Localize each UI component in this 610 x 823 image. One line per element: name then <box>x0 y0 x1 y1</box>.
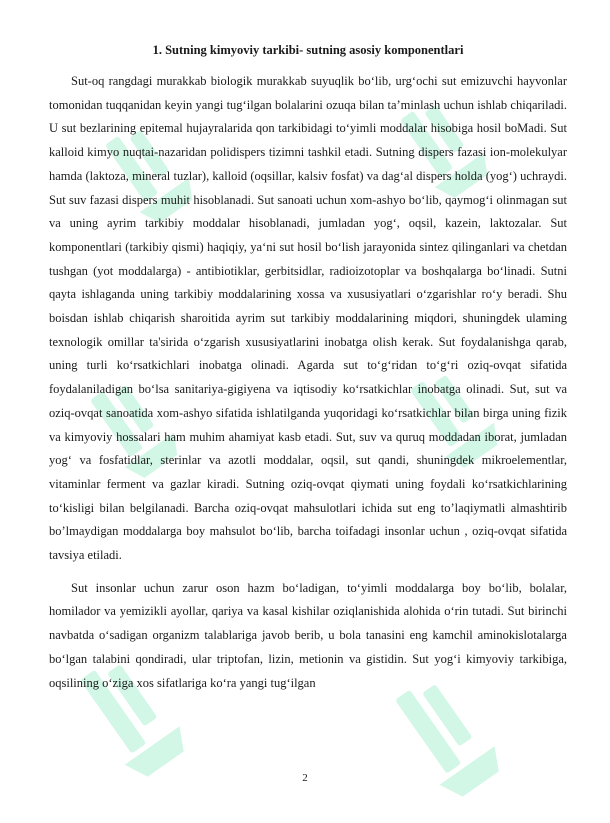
paragraph-2: Sut insonlar uchun zarur oson hazm bo‘ladigan, to‘yimli moddalarga boy bo‘lib, bolalar, homilador va yemizikli ayollar, qariya va kasal kishilar oziqlanishida alohida o‘rin tutadi. Sut birinchi navbatda o‘sadigan organizm talablariga javob berib, u bola tanasini eng kamchil aminokislotalarga bo‘lgan talabini qondiradi, ular triptofan, lizin, metionin va gistidin. Sut yog‘i kimyoviy tarkibiga, oqsilining o‘ziga xos sifatlariga ko‘ra yangi tug‘ilgan <box>49 580 567 690</box>
page-content <box>49 40 567 704</box>
paragraph-1: Sut-oq rangdagi murakkab biologik murakkab suyuqlik bo‘lib, urg‘ochi sut emizuvchi hayvonlar tomonidan tuqqanidan keyin yangi tug‘ilgan bolalarini ozuqa bilan ta’minlash uchun ishlab chiqariladi. U sut bezlarining epitemal hujayralarida qon tarkibidagi to‘yimli moddalar hisobiga hosil boMadi. Sut kalloid kimyo nuqtai-nazaridan polidispers tizimni tashkil etadi. Sutning dispers fazasi ion-molekulyar hamda (laktoza, mineral tuzlar), kalloid (oqsillar, kalsiv fosfat) va dag‘al dispers holda (yog‘) uchraydi. Sut suv fazasi dispers muhit hisoblanadi. Sut sanoati uchun xom-ashyo bo‘lib, qaymog‘i olinmagan sut va uning ayrim tarkibiy moddalar hisoblanadi, jumladan yog‘, oqsil, kazein, laktozalar. Sut komponentlari (tarkibiy qismi) haqiqiy, ya‘ni sut hosil bo‘lish jarayonida sintez qilinganlari va chetdan tushgan (yot moddalarga) - antibiotiklar, gerbitsidlar, radioizotoplar va boshqalarga bo‘linadi. Sutni qayta ishlaganda uning tarkibiy moddalarining xossa va xususiyatlari o‘zgarishlar ro‘y beradi. Shu boisdan ishlab chiqarish sharoitida ayrim sut tarkibiy moddalarining miqdori, shuningdek ulaming texnologik omillar ta'sirida o‘zgarish xususiyatlarini inobatga olish kerak. Sut foydalanishga qarab, uning turli ko‘rsatkichlari inobatga olinadi. Agarda sut to‘g‘ridan to‘g‘ri oziq-ovqat sifatida foydalaniladigan bo‘lsa sanitariya-gigiyena va iqtisodiy ko‘rsatkichlar inobatga olinadi. Sut, sut va oziq-ovqat sanoatida xom-ashyo sifatida ishlatilganda yuqoridagi ko‘rsatkichlar bilan birga uning fizik va kimyoviy hossalari ham muhim ahamiyat kasb etadi. Sut, suv va quruq moddadan iborat, jumladan yog‘ va fosfatidlar, sterinlar va azotli moddalar, oqsil, sut qandi, shuningdek mikroelementlar, vitaminlar ferment va gazlar kiradi. Sutning oziq-ovqat qiymati uning foydali ko‘rsatkichlarining to‘kisligi bilan belgilanadi. Barcha oziq-ovqat mahsulotlari ichida sut eng to’laqiymatli almashtirib bo’lmaydigan moddalarga boy mahsulot bo‘lib, barcha toifadagi insonlar uchun , oziq-ovqat sifatida tavsiya etiladi. <box>49 74 567 563</box>
page-number: 2 <box>302 772 308 784</box>
section-heading: 1. Sutning kimyoviy tarkibi- sutning asosiy komponentlari <box>152 43 464 57</box>
